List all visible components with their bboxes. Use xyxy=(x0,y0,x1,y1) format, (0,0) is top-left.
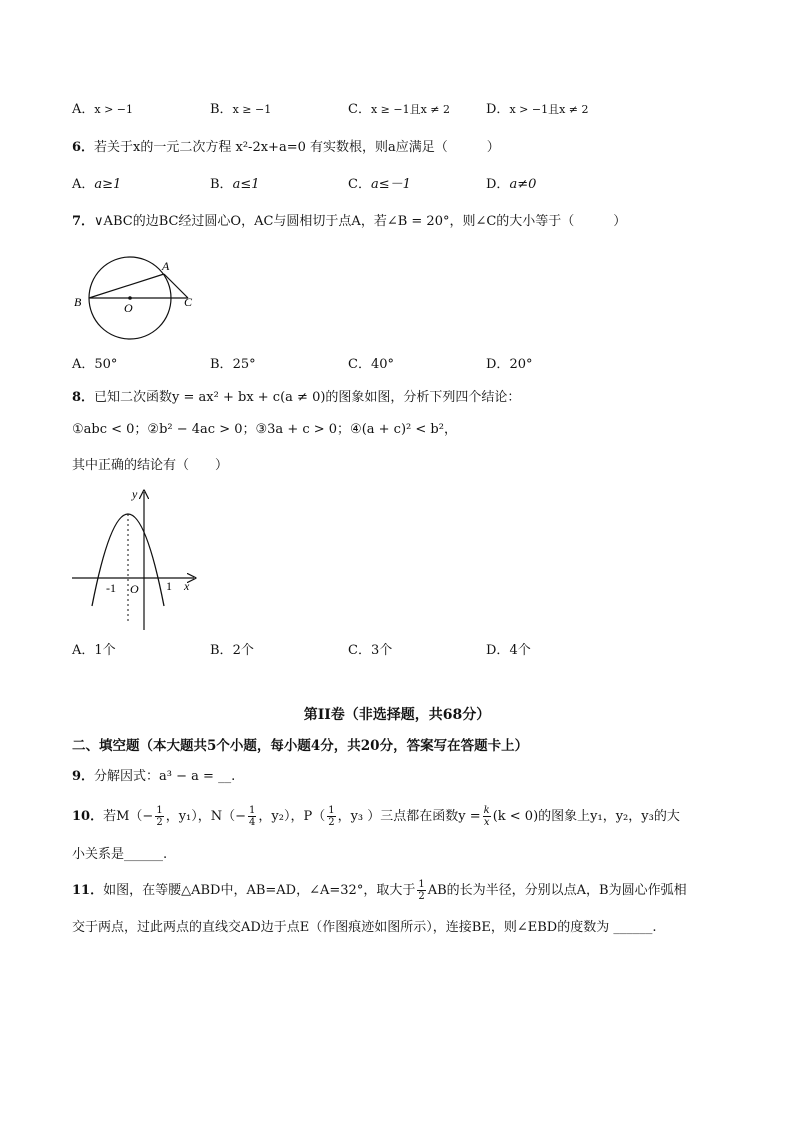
q10-line2: 小关系是______. xyxy=(72,847,168,862)
question-text: 分解因式：a³ − a = __. xyxy=(94,769,236,784)
q7-option-d xyxy=(486,355,532,375)
label-one: 1 xyxy=(166,579,172,593)
q6-stem xyxy=(72,138,500,158)
option-label: D． xyxy=(486,102,510,117)
option-text: 4个 xyxy=(509,643,531,658)
fraction-4 xyxy=(483,805,491,828)
segment-ba xyxy=(89,274,164,298)
q8-ask: 其中正确的结论有（ ） xyxy=(72,458,229,473)
q8-parabola-figure xyxy=(66,484,206,634)
option-label: D． xyxy=(486,643,510,658)
q8-option-c xyxy=(348,641,392,661)
option-text: 20° xyxy=(509,357,533,372)
label-x: x xyxy=(184,579,190,593)
option-label: A． xyxy=(72,643,95,658)
question-text: 已知二次函数y = ax² + bx + c(a ≠ 0)的图象如图，分析下列四个结论： xyxy=(94,390,521,405)
label-a: A xyxy=(162,259,170,273)
option-label: D． xyxy=(486,357,510,372)
q6-option-b xyxy=(210,175,259,195)
option-text: a≠0 xyxy=(509,177,537,192)
section-part-heading: 二、填空题（本大题共5个小题，每小题4分，共20分，答案写在答题卡上） xyxy=(72,738,529,754)
label-o: O xyxy=(124,301,133,315)
label-neg1: -1 xyxy=(106,581,116,595)
numerator: 1 xyxy=(418,879,425,890)
fraction-2 xyxy=(248,805,256,828)
q10-text-a: 若M（− xyxy=(103,809,154,824)
option-text: 3个 xyxy=(370,643,393,658)
q7-circle-figure xyxy=(70,250,210,350)
q11-text-b: AB的长为半径，分别以点A，B为圆心作弧相 xyxy=(427,883,687,898)
q8-option-b xyxy=(210,641,254,661)
option-text: a≤－1 xyxy=(370,177,411,192)
q5-option-b xyxy=(210,100,271,120)
numerator: 1 xyxy=(328,805,335,816)
label-y: y xyxy=(132,487,138,501)
denominator: 4 xyxy=(249,817,256,828)
q9 xyxy=(72,767,235,787)
denominator: 2 xyxy=(156,817,163,828)
q7-option-c xyxy=(348,355,394,375)
q11-text-a: 如图，在等腰△ABD中，AB=AD，∠A=32°，取大于 xyxy=(103,883,416,898)
q8-option-d xyxy=(486,641,531,661)
option-text: x ≥ −1且x ≠ 2 xyxy=(370,103,450,116)
option-label: B． xyxy=(210,177,233,192)
label-b: B xyxy=(74,295,82,309)
label-o: O xyxy=(130,582,139,596)
q8-conclusions: ①abc < 0；②b² − 4ac > 0；③3a + c > 0；④(a + c)² < b²， xyxy=(72,422,457,437)
option-label: B． xyxy=(210,357,233,372)
option-text: 50° xyxy=(94,357,118,372)
denominator: 2 xyxy=(418,891,425,902)
option-text: 25° xyxy=(232,357,256,372)
option-label: C． xyxy=(348,102,371,117)
option-label: B． xyxy=(210,102,233,117)
q7-option-a xyxy=(72,355,117,375)
q10-text-d: ，y₃ ）三点都在函数y = xyxy=(337,809,481,824)
question-number: 8． xyxy=(72,390,95,405)
numerator: 1 xyxy=(249,805,256,816)
q10-line1 xyxy=(72,804,680,830)
question-number: 9． xyxy=(72,769,95,784)
option-text: 1个 xyxy=(94,643,116,658)
q11-line2: 交于两点，过此两点的直线交AD边于点E（作图痕迹如图所示），连接BE，则∠EBD的度数为 ______. xyxy=(72,920,657,935)
option-text: x > −1 xyxy=(94,103,134,116)
option-text: 40° xyxy=(370,357,394,372)
q8-option-a xyxy=(72,641,116,661)
fraction-half xyxy=(417,879,425,902)
option-label: C． xyxy=(348,357,371,372)
option-text: a≥1 xyxy=(94,177,122,192)
q7-stem xyxy=(72,212,626,232)
q5-option-c xyxy=(348,100,450,120)
section-title: 第II卷（非选择题，共68分） xyxy=(303,707,491,723)
option-text: x ≥ −1 xyxy=(232,103,272,116)
option-text: 2个 xyxy=(232,643,254,658)
option-label: C． xyxy=(348,177,371,192)
option-label: A． xyxy=(72,357,95,372)
q6-option-d xyxy=(486,175,536,195)
center-point xyxy=(128,296,132,300)
q8-stem xyxy=(72,388,520,408)
q10-text-c: ，y₂），P（ xyxy=(258,809,326,824)
numerator: k xyxy=(483,805,490,816)
fraction-3 xyxy=(327,805,335,828)
q5-option-a xyxy=(72,100,133,120)
question-text: ∨ABC的边BC经过圆心O，AC与圆相切于点A，若∠B = 20°，则∠C的大小等于（ ） xyxy=(94,214,627,229)
option-label: A． xyxy=(72,177,95,192)
label-c: C xyxy=(184,295,193,309)
option-label: D． xyxy=(486,177,510,192)
question-number: 7． xyxy=(72,214,95,229)
q11-line1 xyxy=(72,878,687,904)
numerator: 1 xyxy=(156,805,163,816)
fraction-1 xyxy=(155,805,163,828)
q7-option-b xyxy=(210,355,256,375)
question-text: 若关于x的一元二次方程 x²-2x+a=0 有实数根，则a应满足（ ） xyxy=(94,140,500,155)
option-text: a≤1 xyxy=(232,177,260,192)
option-label: B． xyxy=(210,643,233,658)
question-number: 11． xyxy=(72,883,104,898)
option-label: C． xyxy=(348,643,371,658)
denominator: 2 xyxy=(328,817,335,828)
denominator: x xyxy=(483,817,490,828)
q10-text-e: (k < 0)的图象上y₁，y₂，y₃的大 xyxy=(492,809,680,824)
q6-option-c xyxy=(348,175,411,195)
option-text: x > −1且x ≠ 2 xyxy=(509,103,589,116)
question-number: 10． xyxy=(72,809,104,824)
question-number: 6． xyxy=(72,140,95,155)
option-label: A． xyxy=(72,102,95,117)
q5-option-d xyxy=(486,100,588,120)
q6-option-a xyxy=(72,175,121,195)
q10-text-b: ，y₁），N（− xyxy=(165,809,247,824)
